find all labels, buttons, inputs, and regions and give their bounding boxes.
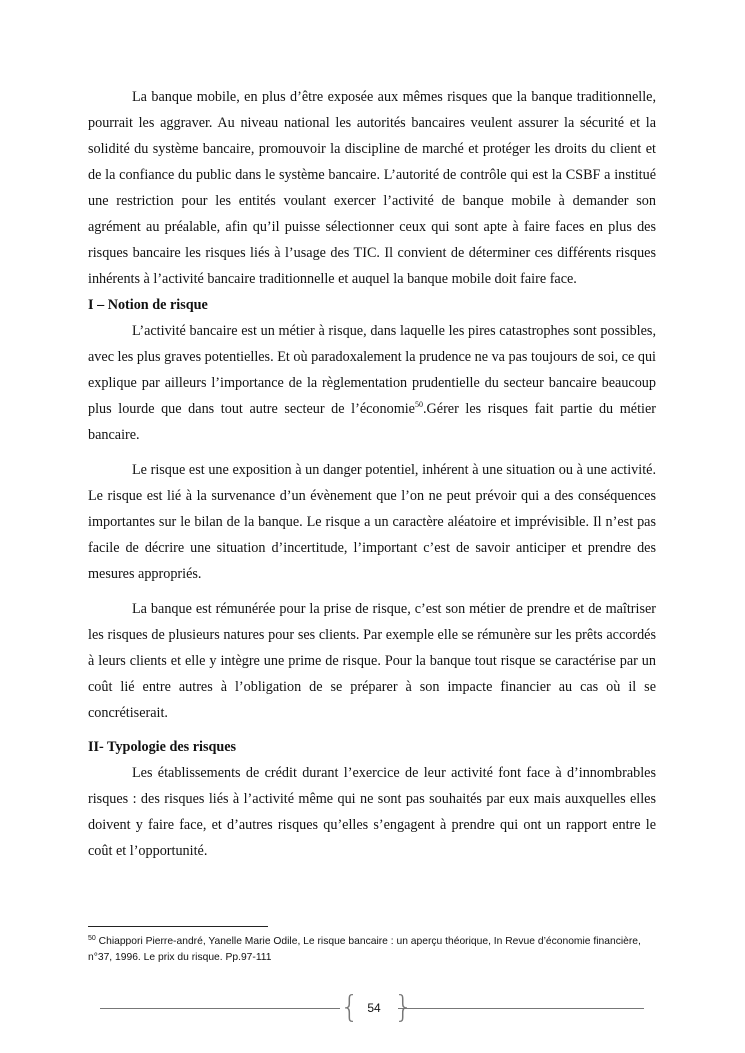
footer-brace-left: { xyxy=(340,990,360,1025)
paragraph-text-end: .Gérer les risques fait partie du métier bancaire. xyxy=(88,401,656,443)
paragraph-text: L’activité bancaire est un métier à risque, dans laquelle les pires catastrophes sont possibles, avec les plus graves potentielles. Et où paradoxalement la prudence ne va pas toujours de soi, ce qui explique par ailleurs l’importance de la règlementation prudentielle du secteur bancaire beaucoup plus lourde que dans tout autre secteur de l’économie xyxy=(88,323,656,417)
paragraph-activite-bancaire xyxy=(88,318,656,448)
section-heading-typologie: II- Typologie des risques xyxy=(88,739,237,755)
paragraph-etablissements: Les établissements de crédit durant l’exercice de leur activité font face à d’innombrables risques : des risques liés à l’activité même qui ne sont pas souhaités par eux mais auxquelles elles doivent y faire face, et d’autres risques qu’elles s’engagent à prendre qui ont un rapport entre le coût et l’opportunité. xyxy=(88,765,656,859)
footnote-separator xyxy=(88,926,268,927)
page-body xyxy=(88,84,656,864)
footer-rule-left xyxy=(100,1008,340,1009)
footer-brace-right: } xyxy=(394,990,414,1025)
page-number: 54 xyxy=(367,1001,381,1015)
paragraph-risque-definition: Le risque est une exposition à un danger potentiel, inhérent à une situation ou à une activité. Le risque est lié à la survenance d’un évènement que l’on ne peut prévoir qui a des conséquences importantes sur le bilan de la banque. Le risque a un caractère aléatoire et imprévisible. Il n’est pas facile de décrire une situation d’incertitude, l’important c’est de savoir anticiper et prendre des mesures appropriés. xyxy=(88,462,656,582)
page-footer xyxy=(100,990,644,1025)
paragraph-mobile-banking: La banque mobile, en plus d’être exposée aux mêmes risques que la banque traditionnelle, pourrait les aggraver. Au niveau national les autorités bancaires veulent assurer la sécurité et la solidité du système bancaire, promouvoir la discipline de marché et protéger les droits du client et de la confiance du public dans le système bancaire. L’autorité de contrôle qui est la CSBF a institué une restriction pour les entités voulant exercer l’activité de banque mobile à demander son agrément au préalable, afin qu’il puisse sélectionner ceux qui sont apte à faire faces en plus des risques bancaire les risques liés à l’usage des TIC. Il convient de déterminer ces différents risques inhérents à l’activité bancaire traditionnelle et auquel la banque mobile doit faire face. xyxy=(88,89,656,287)
footnote-reference[interactable]: 50 xyxy=(414,400,423,409)
footer-rule-right xyxy=(398,1008,644,1009)
footnote-text: Chiappori Pierre-andré, Yanelle Marie Odile, Le risque bancaire : un aperçu théorique, In Revue d’économie financière, n°37, 1996. Le prix du risque. Pp.97-111 xyxy=(88,936,641,963)
paragraph-remuneration: La banque est rémunérée pour la prise de risque, c’est son métier de prendre et de maîtriser les risques de plusieurs natures pour ses clients. Par exemple elle se rémunère sur les prêts accordés à leurs clients et elle y intègre une prime de risque. Pour la banque tout risque se caractérise par un coût lié entre autres à l’obligation de se préparer à son impacte financier au cas où il se concrétiserait. xyxy=(88,601,656,721)
section-heading-notion-de-risque: I – Notion de risque xyxy=(88,297,208,313)
footnote xyxy=(88,934,658,966)
footnote-number: 50 xyxy=(88,935,96,942)
